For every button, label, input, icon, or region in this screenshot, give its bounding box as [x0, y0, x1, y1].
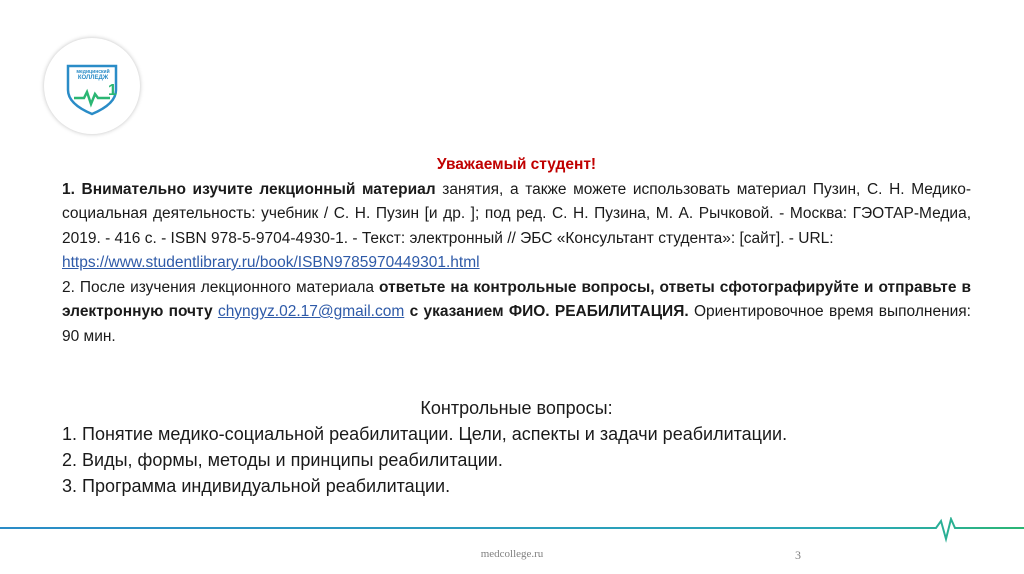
- control-questions: [62, 395, 971, 499]
- para2-tail: Ориентировочное время выполнения: 90 мин.: [62, 303, 971, 345]
- instructions: [62, 153, 971, 349]
- question-item: 3. Программа индивидуальной реабилитации.: [62, 476, 451, 496]
- logo-line2: КОЛЛЕДЖ: [77, 75, 109, 81]
- para2-bold1: ответьте на контрольные вопросы, ответы сфотографируйте и отправьте в электронную почту: [62, 278, 971, 320]
- para2-lead: 2. После изучения лекционного материала: [62, 278, 380, 296]
- logo-line1: медицинский: [76, 69, 110, 75]
- footer-site: medcollege.ru: [480, 548, 544, 560]
- instruction-paragraph-1: [62, 178, 971, 276]
- para1-text: занятия, а также можете использовать материал Пузин, С. Н. Медико-социальная деятельность: учебник / С. Н. Пузин [и др. ]; под ред. С. Н. Пузина, М. А. Рычковой. - Москва: ГЭОТАР-Медиа, 2019. - 416 с. - ISBN 978-5-9704-4930-1. - Текст: электронный // ЭБС «Консультант студента»: [сайт]. - URL:: [62, 180, 971, 247]
- instruction-paragraph-2: [62, 276, 971, 350]
- question-item: 1. Понятие медико-социальной реабилитации. Цели, аспекты и задачи реабилитации.: [62, 424, 788, 444]
- logo-number: 1: [108, 82, 117, 99]
- questions-title: Контрольные вопросы:: [420, 398, 613, 418]
- email-link[interactable]: chyngyz.02.17@gmail.com: [217, 303, 405, 320]
- para1-lead: 1. Внимательно изучите лекционный материал: [62, 180, 436, 198]
- studentlibrary-link[interactable]: https://www.studentlibrary.ru/book/ISBN9785970449301.html: [62, 254, 480, 271]
- greeting: Уважаемый студент!: [436, 156, 597, 173]
- page-number: 3: [795, 548, 801, 562]
- logo-emblem-icon: [44, 38, 140, 134]
- college-logo: [44, 38, 140, 134]
- para2-bold2: с указанием ФИО. РЕАБИЛИТАЦИЯ.: [409, 303, 689, 320]
- question-item: 2. Виды, формы, методы и принципы реабилитации.: [62, 450, 503, 470]
